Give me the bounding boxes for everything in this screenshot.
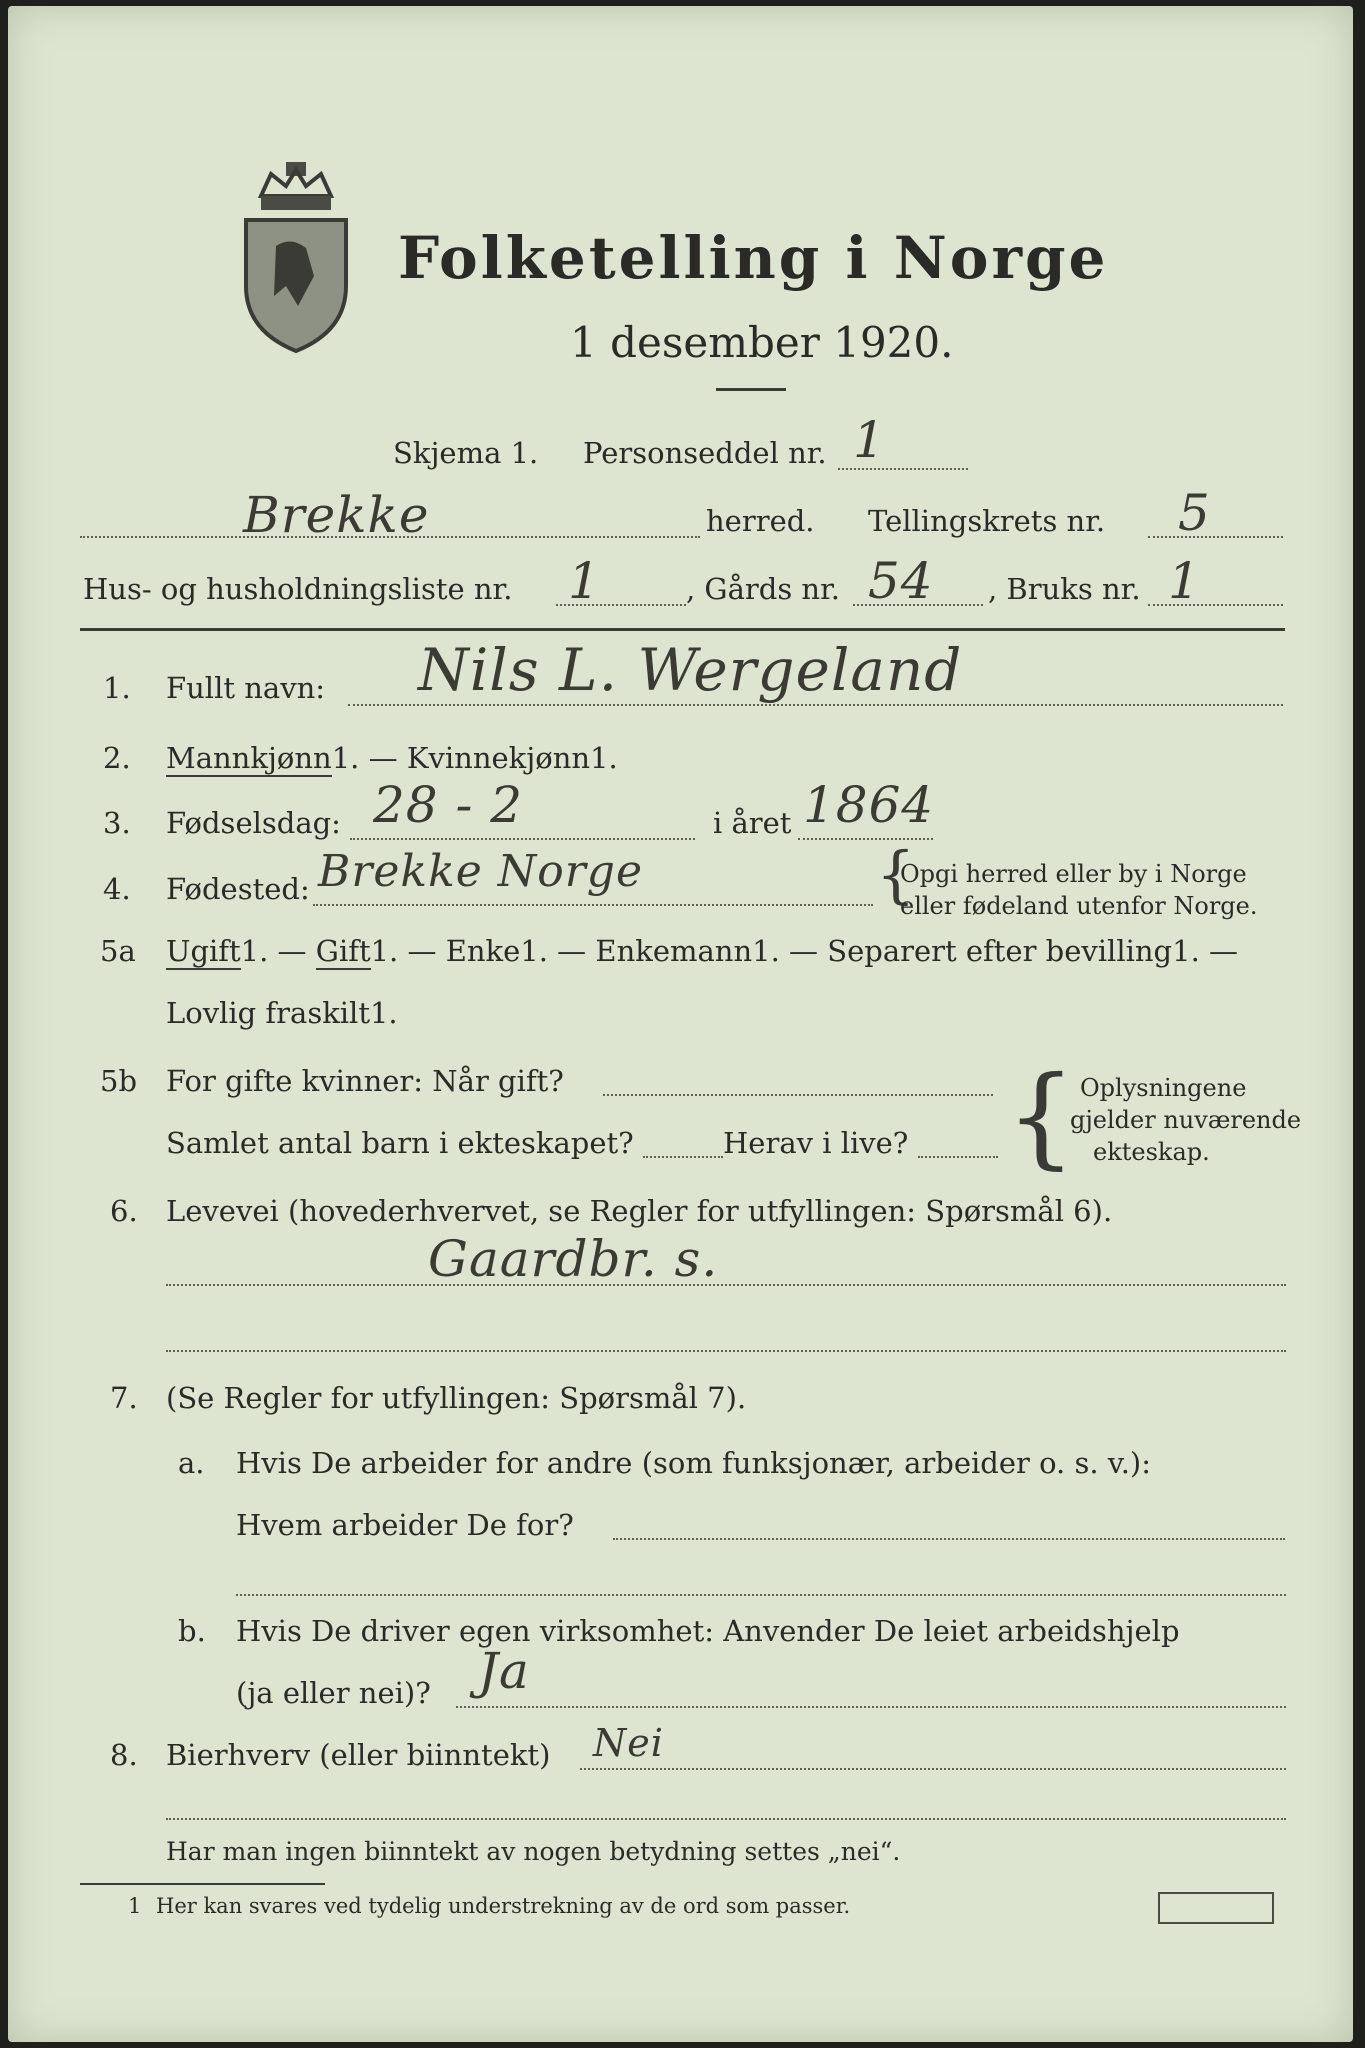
- q8-line-dots: [580, 1768, 1286, 1770]
- tellingskrets-value: 5: [1178, 484, 1211, 542]
- q7b-line-1: Hvis De driver egen virksomhet: Anvender De leiet arbeidshjelp: [236, 1614, 1180, 1648]
- q2-text: [166, 741, 618, 775]
- q2-male: Mannkjønn: [166, 741, 332, 775]
- q5a-rest: 1. — Enke1. — Enkemann1. — Separert efter bevilling1. —: [370, 934, 1239, 968]
- census-date: 1 desember 1920.: [570, 318, 954, 367]
- q4-line: [313, 904, 873, 906]
- q3-year-label: i året: [713, 806, 792, 840]
- hus-label: Hus- og husholdningsliste nr.: [83, 572, 513, 606]
- tellingskrets-line: [1148, 536, 1283, 538]
- q2-female: Kvinnekjønn: [406, 741, 591, 775]
- q5a-separator: 1. —: [240, 934, 316, 968]
- q4-note-1: Opgi herred eller by i Norge: [900, 860, 1247, 888]
- footer-note: Har man ingen biinntekt av nogen betydning settes „nei“.: [166, 1837, 901, 1866]
- q7a-line-2: Hvem arbeider De for?: [236, 1508, 574, 1542]
- footnote-rule: [80, 1883, 325, 1885]
- q6-line-1: [166, 1284, 1286, 1286]
- q7a-line-1: Hvis De arbeider for andre (som funksjonær, arbeider o. s. v.):: [236, 1446, 1152, 1480]
- q5b-line-1: For gifte kvinner: Når gift?: [166, 1064, 564, 1098]
- q7b-line-2: (ja eller nei)?: [236, 1676, 431, 1710]
- tellingskrets-label: Tellingskrets nr.: [868, 504, 1106, 538]
- q5a-text: [166, 934, 1238, 968]
- printer-stamp: [1158, 1892, 1274, 1924]
- q7b-number: b.: [178, 1614, 206, 1648]
- q4-value: Brekke Norge: [318, 846, 643, 897]
- q3-number: 3.: [103, 806, 131, 840]
- q5b-line-1-dots: [603, 1094, 993, 1096]
- q7b-line-2-dots: [456, 1706, 1286, 1708]
- q5b-line-2a-dots: [643, 1156, 723, 1158]
- q7-number: 7.: [110, 1381, 138, 1415]
- q1-line: [348, 704, 1283, 706]
- q5b-number: 5b: [100, 1064, 138, 1098]
- q4-number: 4.: [103, 872, 131, 906]
- q5b-note-1: Oplysningene: [1080, 1074, 1247, 1102]
- q3-year-value: 1864: [803, 776, 935, 834]
- q5a-ugift: Ugift: [166, 934, 241, 968]
- q5b-note-3: ekteskap.: [1093, 1138, 1210, 1166]
- q7b-value: Ja: [478, 1642, 530, 1700]
- q4-brace: {: [876, 838, 916, 911]
- footnote-text: Her kan svares ved tydelig understrekning av de ord som passer.: [156, 1894, 851, 1918]
- q8-number: 8.: [110, 1738, 138, 1772]
- q2-end: 1.: [590, 741, 618, 775]
- hus-value: 1: [568, 552, 601, 610]
- q4-label: Fødested:: [166, 872, 310, 906]
- herred-label: herred.: [706, 504, 815, 538]
- personseddel-label: Personseddel nr.: [583, 436, 827, 470]
- census-form: [8, 6, 1353, 2042]
- gards-label: , Gårds nr.: [686, 572, 840, 606]
- q5b-note-2: gjelder nuværende: [1070, 1106, 1302, 1134]
- q1-number: 1.: [103, 671, 131, 705]
- q3-value: 28 - 2: [373, 776, 524, 834]
- q6-label: Levevei (hovederhvervet, se Regler for utfyllingen: Spørsmål 6).: [166, 1194, 1113, 1228]
- q2-number: 2.: [103, 741, 131, 775]
- q5b-line-2b: Herav i live?: [723, 1126, 909, 1160]
- personseddel-value: 1: [853, 411, 886, 469]
- gards-value: 54: [868, 552, 934, 610]
- skjema-label: Skjema 1.: [393, 436, 539, 470]
- q5b-brace: {: [1006, 1052, 1076, 1180]
- q8-label: Bierhverv (eller biinntekt): [166, 1738, 551, 1772]
- q5b-line-2a: Samlet antal barn i ekteskapet?: [166, 1126, 634, 1160]
- q7a-line-2-dots: [613, 1538, 1285, 1540]
- q6-value: Gaardbr. s.: [428, 1230, 719, 1288]
- q7a-number: a.: [178, 1446, 205, 1480]
- footnote-mark: 1: [128, 1894, 142, 1918]
- q8-line-2-dots: [166, 1818, 1286, 1820]
- q5a-gift: Gift: [315, 934, 371, 968]
- q7-label: (Se Regler for utfyllingen: Spørsmål 7).: [166, 1381, 747, 1415]
- q3-label: Fødselsdag:: [166, 806, 341, 840]
- q3-line: [350, 838, 695, 840]
- q5b-line-2b-dots: [918, 1156, 998, 1158]
- q5a-line-2: Lovlig fraskilt1.: [166, 996, 398, 1030]
- q8-value: Nei: [593, 1721, 664, 1765]
- bruks-label: , Bruks nr.: [988, 572, 1141, 606]
- q4-note-2: eller fødeland utenfor Norge.: [900, 892, 1258, 920]
- q2-separator: 1. —: [331, 741, 407, 775]
- herred-value: Brekke: [243, 486, 430, 544]
- bruks-value: 1: [1168, 552, 1201, 610]
- q5a-number: 5a: [100, 934, 136, 968]
- q1-label: Fullt navn:: [166, 671, 326, 705]
- q6-line-2: [166, 1350, 1286, 1352]
- q7a-line-3-dots: [236, 1594, 1286, 1596]
- header-rule: [80, 628, 1285, 631]
- q1-value: Nils L. Wergeland: [418, 636, 963, 704]
- title-divider: [716, 388, 786, 391]
- coat-of-arms-icon: [236, 156, 356, 356]
- q6-number: 6.: [110, 1194, 138, 1228]
- form-title: Folketelling i Norge: [398, 224, 1109, 292]
